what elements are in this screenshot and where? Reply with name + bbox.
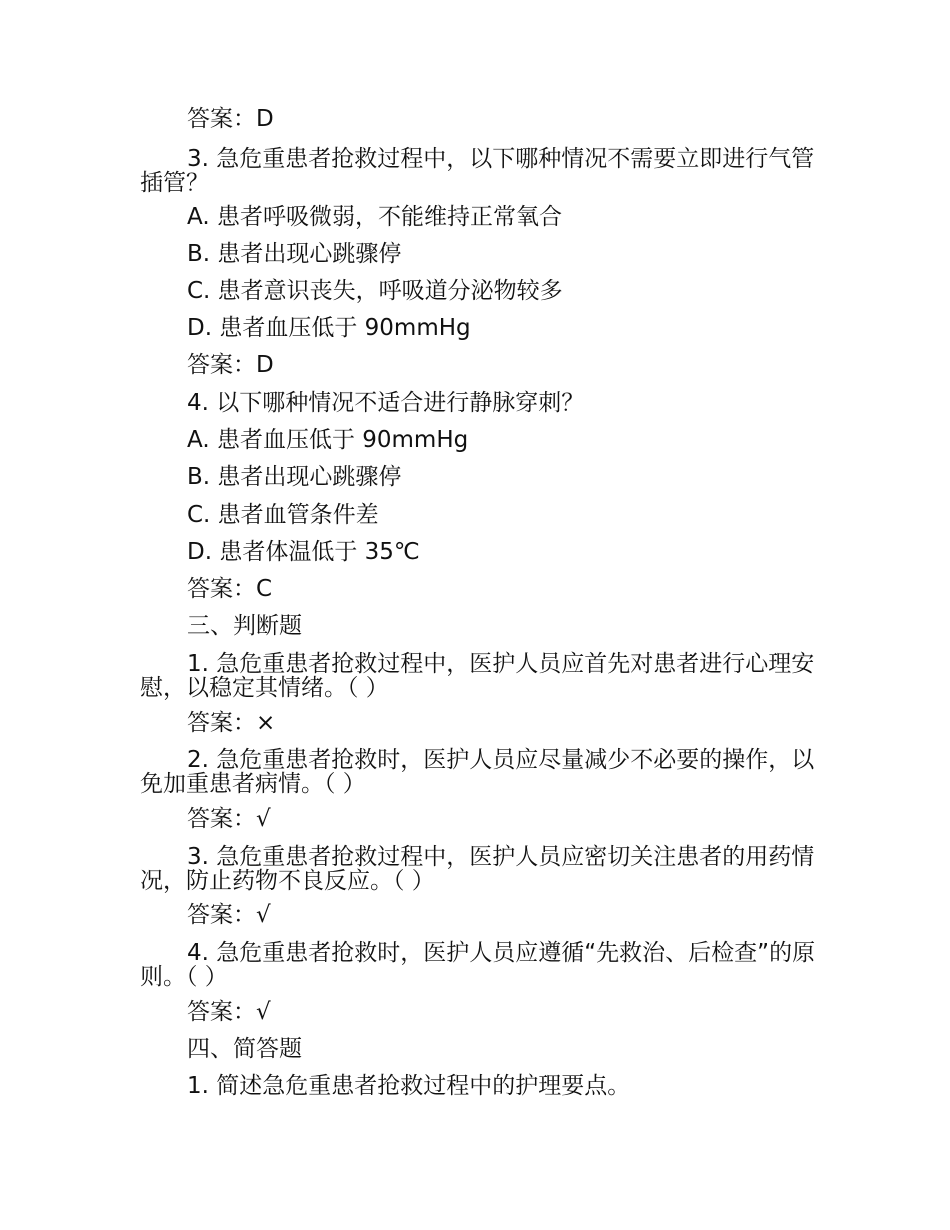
option-d: D. 患者血压低于 90mmHg (187, 315, 471, 341)
section-title: 四、简答题 (187, 1036, 302, 1062)
judgment-item: 1. 急危重患者抢救过程中，医护人员应首先对患者进行心理安慰，以稳定其情绪。（ ） (140, 651, 815, 701)
section-title: 三、判断题 (187, 613, 302, 639)
answer-line: 答案：√ (187, 806, 271, 832)
short-answer-question: 1. 简述急危重患者抢救过程中的护理要点。 (187, 1073, 631, 1099)
option-a: A. 患者血压低于 90mmHg (187, 427, 469, 453)
answer-line: 答案：× (187, 710, 276, 736)
answer-line: 答案：D (187, 352, 274, 378)
answer-line: 答案：√ (187, 902, 271, 928)
answer-line: 答案：D (187, 106, 274, 132)
option-a: A. 患者呼吸微弱，不能维持正常氧合 (187, 204, 562, 230)
answer-line: 答案：√ (187, 999, 271, 1025)
option-d: D. 患者体温低于 35℃ (187, 539, 420, 565)
judgment-item: 2. 急危重患者抢救时，医护人员应尽量减少不必要的操作，以免加重患者病情。（ ） (140, 747, 815, 797)
judgment-item: 4. 急危重患者抢救时，医护人员应遵循“先救治、后检查”的原则。（ ） (140, 940, 816, 990)
question-stem: 3. 急危重患者抢救过程中，以下哪种情况不需要立即进行气管插管？ (140, 146, 815, 196)
option-c: C. 患者意识丧失，呼吸道分泌物较多 (187, 278, 563, 304)
option-c: C. 患者血管条件差 (187, 502, 379, 528)
answer-line: 答案：C (187, 576, 273, 602)
option-b: B. 患者出现心跳骤停 (187, 464, 402, 490)
option-b: B. 患者出现心跳骤停 (187, 241, 402, 267)
judgment-item: 3. 急危重患者抢救过程中，医护人员应密切关注患者的用药情况，防止药物不良反应。（ ） (140, 844, 815, 894)
question-stem: 4. 以下哪种情况不适合进行静脉穿刺？ (187, 390, 585, 416)
